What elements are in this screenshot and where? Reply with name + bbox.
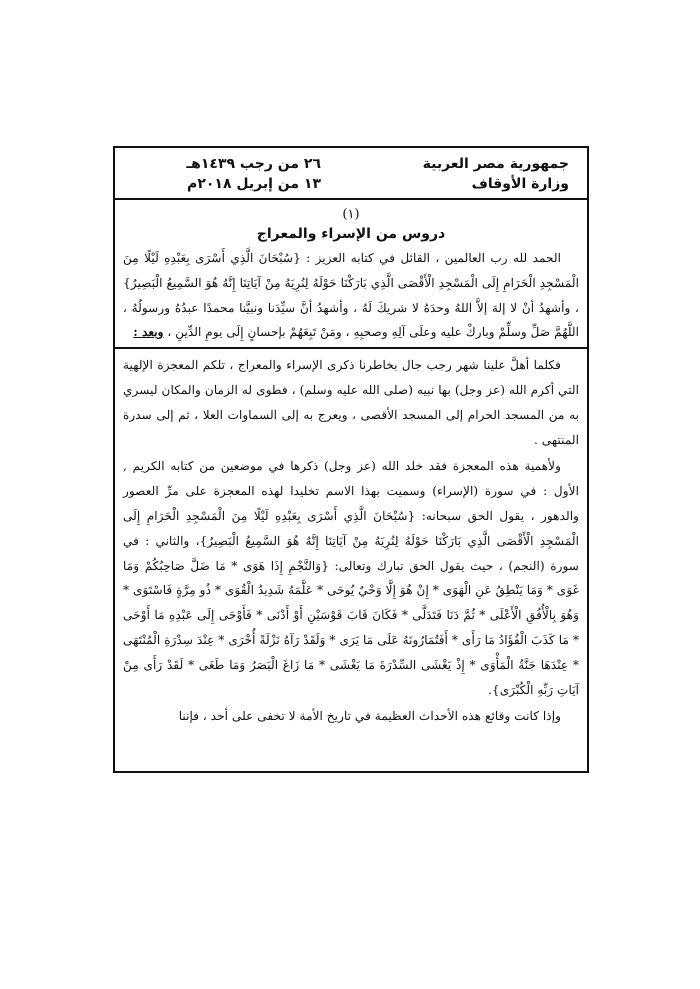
- body-paragraph: فكلما أهلَّ علينا شهر رجب جال بخاطرنا ذكرى الإسراء والمعراج ، تلكم المعجزة الإلهية التي أكرم الله (عز وجل) بها نبيه (صلى الله عليه وسلم) ، فطوى له الزمان والمكان ليسري به من المسجد الحرام إلى المسجد الأقصى ، ويعرج به إلى السماوات العلا ، ثم إلى سدرة المنتهى .: [123, 358, 579, 447]
- page-frame: [113, 146, 589, 773]
- sermon-content: [123, 206, 579, 765]
- country-name: جمهورية مصر العربية: [422, 156, 569, 172]
- hijri-date: ٢٦ من رجب ١٤٣٩هـ: [186, 156, 321, 172]
- ministry-header: [389, 154, 569, 194]
- section-divider: [115, 347, 587, 349]
- body-paragraph: وإذا كانت وقائع هذه الأحداث العظيمة في تاريخ الأمة لا تخفى على أحد ، فإننا: [178, 709, 561, 724]
- lesson-number: (١): [342, 207, 360, 222]
- body-paragraph: ولأهمية هذه المعجزة فقد خلد الله (عز وجل) ذكرها في موضعين من كتابه الكريم , الأول : في سورة (الإسراء) وسميت بهذا الاسم تخليدا لهذه المعجزة على مرِّ العصور والدهور ، يقول الحق سبحانه: {سُبْحَانَ الَّذِي أَسْرَى بِعَبْدِهِ لَيْلًا مِنَ الْمَسْجِدِ الْحَرَامِ إِلَى الْمَسْجِدِ الْأَقْصَى الَّذِي بَارَكْنَا حَوْلَهُ لِنُرِيَهُ مِنْ آيَاتِنَا إِنَّهُ هُوَ السَّمِيعُ الْبَصِيرُ}، والثاني : في سورة (النجم) ، حيث يقول الحق تبارك وتعالى: {وَالنَّجْمِ إِذَا هَوَى * مَا ضَلَّ صَاحِبُكُمْ وَمَا غَوَى * وَمَا يَنْطِقُ عَنِ الْهَوَى * إِنْ هُوَ إِلَّا وَحْيٌ يُوحَى * عَلَّمَهُ شَدِيدُ الْقُوَى * ذُو مِرَّةٍ فَاسْتَوَى * وَهُوَ بِالْأُفُقِ الْأَعْلَى * ثُمَّ دَنَا فَتَدَلَّى * فَكَانَ قَابَ قَوْسَيْنِ أَوْ أَدْنَى * فَأَوْحَى إِلَى عَبْدِهِ مَا أَوْحَى * مَا كَذَبَ الْفُؤَادُ مَا رَأَى * أَفَتُمَارُونَهُ عَلَى مَا يَرَى * وَلَقَدْ رَآهُ نَزْلَةً أُخْرَى * عِنْدَ سِدْرَةِ الْمُنْتَهَى * عِنْدَهَا جَنَّةُ الْمَأْوَى * إِذْ يَغْشَى السِّدْرَةَ مَا يَغْشَى * مَا زَاغَ الْبَصَرُ وَمَا طَغَى * لَقَدْ رَأَى مِنْ آيَاتِ رَبِّهِ الْكُبْرَى}.: [123, 459, 579, 697]
- gregorian-date: ١٣ من إبريل ٢٠١٨م: [187, 176, 321, 192]
- header-divider: [115, 198, 587, 200]
- opening-text: الحمد لله رب العالمين ، القائل في كتابه العزيز : {سُبْحَانَ الَّذِي أَسْرَى بِعَبْدِهِ لَيْلًا مِنَ الْمَسْجِدِ الْحَرَامِ إِلَى الْمَسْجِدِ الْأَقْصَى الَّذِي بَارَكْنَا حَوْلَهُ لِنُرِيَهُ مِنْ آيَاتِنَا إِنَّهُ هُوَ السَّمِيعُ الْبَصِيرُ} ، وأشهدُ أنْ لا إلهَ إلاَّ اللهُ وحدَهُ لا شريكَ لَهُ ، وأشهدُ أنَّ سيِّدَنا ونبيَّنا محمدًا عبدُهُ ورسولُهُ ، اللَّهُمَّ صَلِّ وسلِّمْ وباركْ عليه وعلَى آلِهِ وصحبِهِ ، ومَنْ تَبِعَهُمْ بإحسانٍ إِلَى يومِ الدِّينِ ،: [123, 251, 579, 340]
- date-header: [151, 154, 321, 194]
- lesson-title: دروس من الإسراء والمعراج: [256, 226, 446, 242]
- ministry-name: وزارة الأوقاف: [471, 176, 569, 192]
- transition-word: وبعد :: [133, 325, 164, 340]
- opening-paragraph: [123, 246, 579, 345]
